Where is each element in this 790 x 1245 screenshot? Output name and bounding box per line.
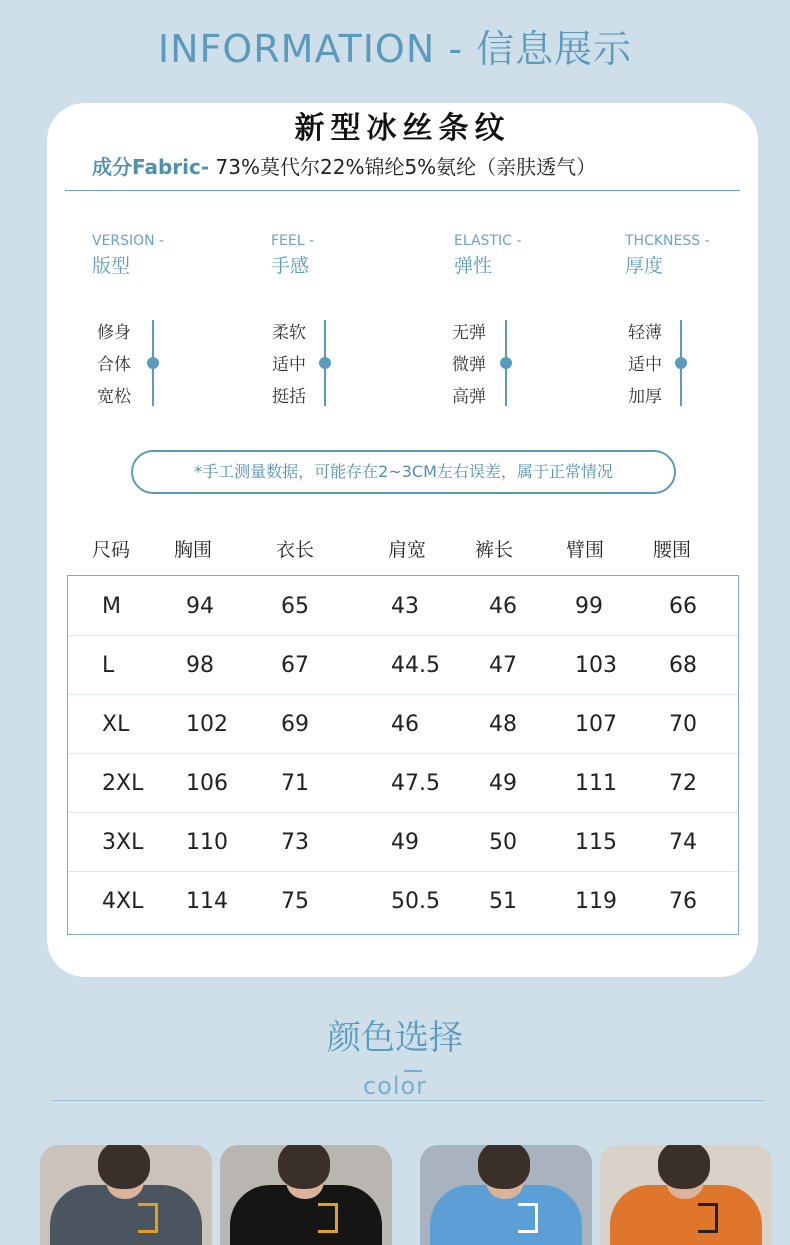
measurement-note: *手工测量数据，可能存在2~3CM左右误差，属于正常情况 bbox=[131, 450, 676, 494]
model-head bbox=[98, 1145, 150, 1189]
table-row bbox=[68, 753, 738, 813]
level-label: 宽松 bbox=[97, 387, 131, 407]
info-card bbox=[47, 103, 758, 977]
model-head bbox=[278, 1145, 330, 1189]
attr-cn-label: 版型 bbox=[92, 255, 131, 277]
level-label: 无弹 bbox=[452, 323, 486, 343]
feel-scale bbox=[272, 318, 382, 408]
table-cell: 99 bbox=[575, 594, 603, 619]
table-cell: 51 bbox=[489, 889, 517, 914]
level-label: 轻薄 bbox=[628, 323, 662, 343]
table-cell: 65 bbox=[281, 594, 309, 619]
table-cell: 98 bbox=[186, 653, 214, 678]
table-cell: 75 bbox=[281, 889, 309, 914]
attr-thickness bbox=[625, 233, 785, 278]
divider bbox=[65, 190, 740, 191]
table-cell: 110 bbox=[186, 830, 228, 855]
level-label: 合体 bbox=[97, 355, 131, 375]
scale-indicator bbox=[675, 357, 687, 369]
table-row bbox=[68, 812, 738, 872]
column-header: 腰围 bbox=[653, 539, 692, 561]
column-header: 胸围 bbox=[174, 539, 213, 561]
logo-mark bbox=[138, 1203, 158, 1233]
table-cell: 67 bbox=[281, 653, 309, 678]
table-cell: 50 bbox=[489, 830, 517, 855]
column-header: 肩宽 bbox=[388, 539, 427, 561]
table-cell: 70 bbox=[669, 712, 697, 737]
scale-indicator bbox=[147, 357, 159, 369]
size-cell: 3XL bbox=[102, 830, 144, 855]
column-header: 尺码 bbox=[92, 539, 131, 561]
size-cell: 4XL bbox=[102, 889, 144, 914]
color-swatch-black[interactable] bbox=[220, 1145, 392, 1245]
level-label: 挺括 bbox=[272, 387, 306, 407]
attr-en-label: VERSION - bbox=[92, 233, 165, 249]
attr-en-label: THCKNESS - bbox=[625, 233, 710, 249]
level-label: 加厚 bbox=[628, 387, 662, 407]
size-table-header bbox=[47, 535, 758, 565]
table-cell: 47 bbox=[489, 653, 517, 678]
table-cell: 66 bbox=[669, 594, 697, 619]
model-head bbox=[478, 1145, 530, 1189]
logo-mark bbox=[698, 1203, 718, 1233]
table-cell: 102 bbox=[186, 712, 228, 737]
size-table bbox=[67, 575, 739, 935]
level-label: 适中 bbox=[272, 355, 306, 375]
scale-indicator bbox=[319, 357, 331, 369]
table-cell: 46 bbox=[489, 594, 517, 619]
level-label: 高弹 bbox=[452, 387, 486, 407]
table-cell: 68 bbox=[669, 653, 697, 678]
attr-en-label: ELASTIC - bbox=[454, 233, 522, 249]
scale-indicator bbox=[500, 357, 512, 369]
table-cell: 71 bbox=[281, 771, 309, 796]
attr-elastic bbox=[454, 233, 614, 278]
column-header: 衣长 bbox=[276, 539, 315, 561]
table-cell: 115 bbox=[575, 830, 617, 855]
page-title: INFORMATION - 信息展示 bbox=[157, 27, 633, 71]
elastic-scale bbox=[452, 318, 562, 408]
table-cell: 49 bbox=[489, 771, 517, 796]
attr-version bbox=[92, 233, 252, 278]
version-scale bbox=[97, 318, 207, 408]
table-cell: 111 bbox=[575, 771, 617, 796]
table-cell: 48 bbox=[489, 712, 517, 737]
table-cell: 94 bbox=[186, 594, 214, 619]
table-cell: 107 bbox=[575, 712, 617, 737]
logo-mark bbox=[518, 1203, 538, 1233]
fabric-label: 成分Fabric- bbox=[92, 155, 210, 179]
table-cell: 44.5 bbox=[391, 653, 440, 678]
model-head bbox=[658, 1145, 710, 1189]
table-row bbox=[68, 635, 738, 695]
table-cell: 43 bbox=[391, 594, 419, 619]
table-cell: 73 bbox=[281, 830, 309, 855]
table-row bbox=[68, 576, 738, 636]
size-cell: M bbox=[102, 594, 121, 619]
table-cell: 114 bbox=[186, 889, 228, 914]
size-cell: L bbox=[102, 653, 115, 678]
table-cell: 50.5 bbox=[391, 889, 440, 914]
table-cell: 119 bbox=[575, 889, 617, 914]
table-cell: 74 bbox=[669, 830, 697, 855]
attr-cn-label: 弹性 bbox=[454, 255, 493, 277]
attr-cn-label: 厚度 bbox=[625, 255, 664, 277]
table-cell: 69 bbox=[281, 712, 309, 737]
size-cell: XL bbox=[102, 712, 130, 737]
level-label: 适中 bbox=[628, 355, 662, 375]
logo-mark bbox=[318, 1203, 338, 1233]
color-swatch-dark-gray[interactable] bbox=[40, 1145, 212, 1245]
table-cell: 106 bbox=[186, 771, 228, 796]
table-cell: 103 bbox=[575, 653, 617, 678]
table-cell: 47.5 bbox=[391, 771, 440, 796]
size-cell: 2XL bbox=[102, 771, 144, 796]
color-swatch-orange[interactable] bbox=[600, 1145, 772, 1245]
table-row bbox=[68, 694, 738, 754]
table-cell: 72 bbox=[669, 771, 697, 796]
color-section-subtitle: color bbox=[362, 1072, 428, 1100]
table-cell: 46 bbox=[391, 712, 419, 737]
table-cell: 76 bbox=[669, 889, 697, 914]
level-label: 修身 bbox=[97, 323, 131, 343]
color-swatch-sky-blue[interactable] bbox=[420, 1145, 592, 1245]
thickness-scale bbox=[628, 318, 738, 408]
fabric-value: 73%莫代尔22%锦纶5%氨纶（亲肤透气） bbox=[209, 155, 597, 179]
level-label: 柔软 bbox=[272, 323, 306, 343]
level-label: 微弹 bbox=[452, 355, 486, 375]
fabric-info bbox=[92, 151, 596, 180]
column-header: 臂围 bbox=[566, 539, 605, 561]
column-header: 裤长 bbox=[475, 539, 514, 561]
table-cell: 49 bbox=[391, 830, 419, 855]
table-row bbox=[68, 871, 738, 930]
attr-feel bbox=[271, 233, 431, 278]
color-section-title: 颜色选择 bbox=[327, 1018, 463, 1058]
attr-cn-label: 手感 bbox=[271, 255, 310, 277]
divider bbox=[52, 1100, 764, 1101]
product-title: 新型冰丝条纹 bbox=[294, 111, 511, 146]
attr-en-label: FEEL - bbox=[271, 233, 315, 249]
